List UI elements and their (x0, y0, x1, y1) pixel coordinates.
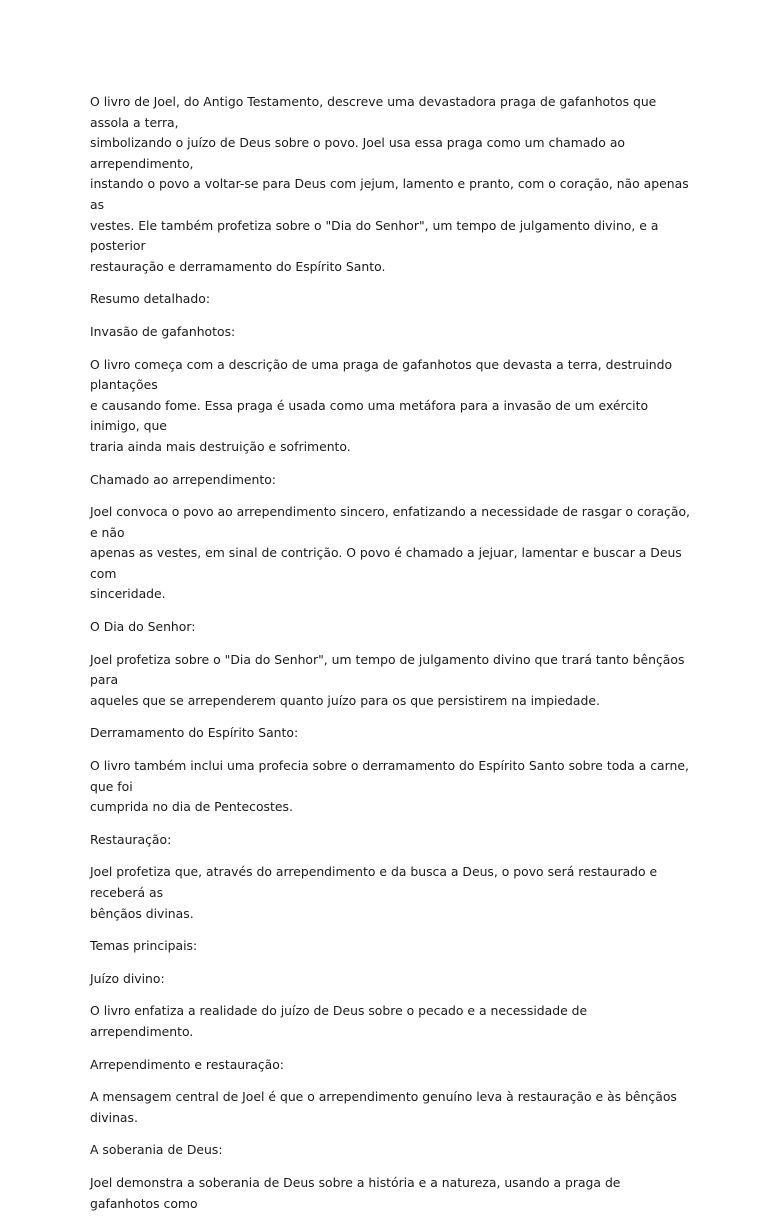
subsection-heading: O Dia do Senhor: (90, 619, 196, 635)
body-paragraph: Joel profetiza que, através do arrependimento e da busca a Deus, o povo será restaurado e receberá as bênçãos divinas. (90, 864, 658, 921)
body-paragraph: O livro começa com a descrição de uma praga de gafanhotos que devasta a terra, destruindo plantações e causando fome. Essa praga é usada como uma metáfora para a invasão de um exército inimigo, que traria ainda mais destruição e sofrimento. (90, 356, 673, 454)
body-paragraph: O livro também inclui uma profecia sobre o derramamento do Espírito Santo sobre toda a carne, que foi cumprida no dia de Pentecostes. (90, 758, 689, 815)
body-paragraph: Joel profetiza sobre o "Dia do Senhor", um tempo de julgamento divino que trará tanto bênçãos para aqueles que se arrependerem quanto juízo para os que persistirem na impiedade. (90, 651, 685, 708)
section-heading: Resumo detalhado: (90, 291, 211, 307)
document-body (90, 92, 690, 1226)
subsection-heading: Invasão de gafanhotos: (90, 323, 236, 339)
body-paragraph: Joel demonstra a soberania de Deus sobre a história e a natureza, usando a praga de gafanhotos como (90, 1174, 621, 1211)
subsection-heading: Derramamento do Espírito Santo: (90, 725, 299, 741)
subsection-heading: Chamado ao arrependimento: (90, 471, 276, 487)
intro-paragraph: O livro de Joel, do Antigo Testamento, descreve uma devastadora praga de gafanhotos que assola a terra, simbolizando o juízo de Deus sobre o povo. Joel usa essa praga como um chamado ao arrependimento, instando o povo a voltar-se para Deus com jejum, lamento e pranto, com o coração, não apenas as vestes. Ele também profetiza sobre o "Dia do Senhor", um tempo de julgamento divino, e a posterior restauração e derramamento do Espírito Santo. (90, 94, 689, 274)
subsection-heading: Restauração: (90, 831, 172, 847)
section-heading: Temas principais: (90, 938, 198, 954)
subsection-heading: Juízo divino: (90, 970, 165, 986)
body-paragraph: A mensagem central de Joel é que o arrependimento genuíno leva à restauração e às bênçãos divinas. (90, 1089, 677, 1125)
body-paragraph: Joel convoca o povo ao arrependimento sincero, enfatizando a necessidade de rasgar o coração, e não apenas as vestes, em sinal de contrição. O povo é chamado a jejuar, lamentar e buscar a Deus com sinceridade. (90, 504, 690, 602)
body-paragraph: O livro enfatiza a realidade do juízo de Deus sobre o pecado e a necessidade de arrependimento. (90, 1003, 588, 1039)
subsection-heading: A soberania de Deus: (90, 1142, 223, 1158)
subsection-heading: Arrependimento e restauração: (90, 1056, 284, 1072)
